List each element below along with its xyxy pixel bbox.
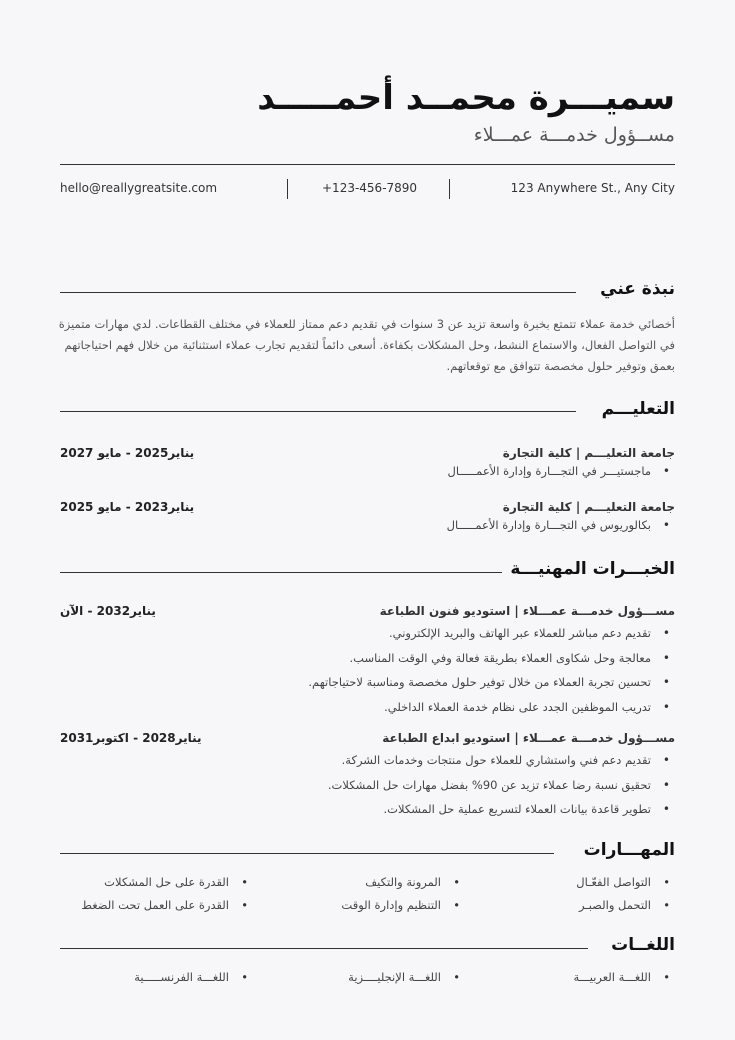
job-title: مســؤول خدمـــة عمـــلاء — [473, 124, 675, 146]
list-item: • معالجة وحل شكاوى العملاء بطريقة فعالة وفي الوقت المناسب. — [308, 646, 675, 671]
experience-bullets — [328, 748, 675, 822]
education-date: يناير2023 - مايو 2025 — [60, 500, 195, 514]
contact-phone[interactable]: +123-456-7890 — [322, 181, 418, 195]
list-item: • تحسين تجربة العملاء من خلال توفير حلول مخصصة ومناسبة لاحتياجاتهم. — [308, 670, 675, 695]
contact-separator — [287, 179, 288, 199]
list-item: • تحقيق نسبة رضا عملاء تزيد عن 90% بفضل مهارات حل المشكلات. — [328, 773, 675, 798]
about-divider — [60, 292, 576, 293]
list-item: • بكالوريوس في التجـــارة وإدارة الأعمـــــال — [447, 513, 675, 538]
about-title: نبذة عني — [600, 279, 675, 299]
skill-item: • التحمل والصبـر — [579, 898, 675, 912]
education-institution: جامعة التعليـــم | كلية التجارة — [502, 446, 675, 460]
candidate-name: سميـــرة محمــد أحمـــــد — [257, 78, 675, 118]
list-item: • تقديم دعم مباشر للعملاء عبر الهاتف والبريد الإلكتروني. — [308, 621, 675, 646]
skill-item: • التنظيم وإدارة الوقت — [341, 898, 465, 912]
education-date: يناير2025 - مايو 2027 — [60, 446, 195, 460]
education-details — [447, 513, 675, 538]
languages-divider — [60, 948, 588, 949]
list-item: • تقديم دعم فني واستشاري للعملاء حول منتجات وخدمات الشركة. — [328, 748, 675, 773]
education-divider — [60, 411, 576, 412]
language-item: • اللغـــة الفرنســـــية — [134, 970, 253, 984]
education-title: التعليـــم — [601, 399, 675, 419]
header-divider — [60, 164, 675, 165]
skill-item: • القدرة على العمل تحت الضغط — [81, 898, 253, 912]
contact-separator — [449, 179, 450, 199]
skill-item: • المرونة والتكيف — [365, 875, 465, 889]
education-institution: جامعة التعليـــم | كلية التجارة — [502, 500, 675, 514]
experience-role: مســـؤول خدمـــة عمـــلاء | استوديو فنون الطباعة — [379, 604, 675, 618]
experience-divider — [60, 572, 502, 573]
contact-email[interactable]: hello@reallygreatsite.com — [60, 181, 218, 195]
contact-address: 123 Anywhere St., Any City — [510, 181, 675, 195]
experience-date: يناير2032 - الآن — [60, 604, 156, 618]
list-item: • تطوير قاعدة بيانات العملاء لتسريع عملية حل المشكلات. — [328, 797, 675, 822]
language-item: • اللغـــة الإنجليــــزية — [348, 970, 465, 984]
skills-title: المهـــارات — [583, 840, 675, 860]
experience-role: مســـؤول خدمـــة عمـــلاء | استوديو ابداع الطباعة — [382, 731, 675, 745]
about-text: أخصائي خدمة عملاء تتمتع بخبرة واسعة تزيد عن 3 سنوات في تقديم دعم ممتاز للعملاء في مختلف القطاعات. لدي مهارات متميزة في التواصل الفعال، والاستماع النشط، وحل المشكلات بكفاءة. أسعى دائماً لتقديم تجارب عملاء استثنائية من خلال فهم احتياجاتهم بعمق وتوفير حلول مخصصة تتوافق مع توقعاتهم. — [58, 317, 675, 373]
education-details — [447, 459, 675, 484]
experience-title: الخبـــرات المهنيـــة — [510, 559, 675, 579]
languages-title: اللغــات — [611, 935, 675, 955]
experience-bullets — [308, 621, 675, 719]
skill-item: • القدرة على حل المشكلات — [104, 875, 253, 889]
list-item: • ماجستيـــر في التجـــارة وإدارة الأعمـــــال — [447, 459, 675, 484]
language-item: • اللغـــة العربيـــة — [573, 970, 675, 984]
skill-item: • التواصل الفعّـال — [576, 875, 675, 889]
experience-date: يناير2028 - اكتوبر2031 — [60, 731, 202, 745]
list-item: • تدريب الموظفين الجدد على نظام خدمة العملاء الداخلي. — [308, 695, 675, 720]
skills-divider — [60, 853, 554, 854]
